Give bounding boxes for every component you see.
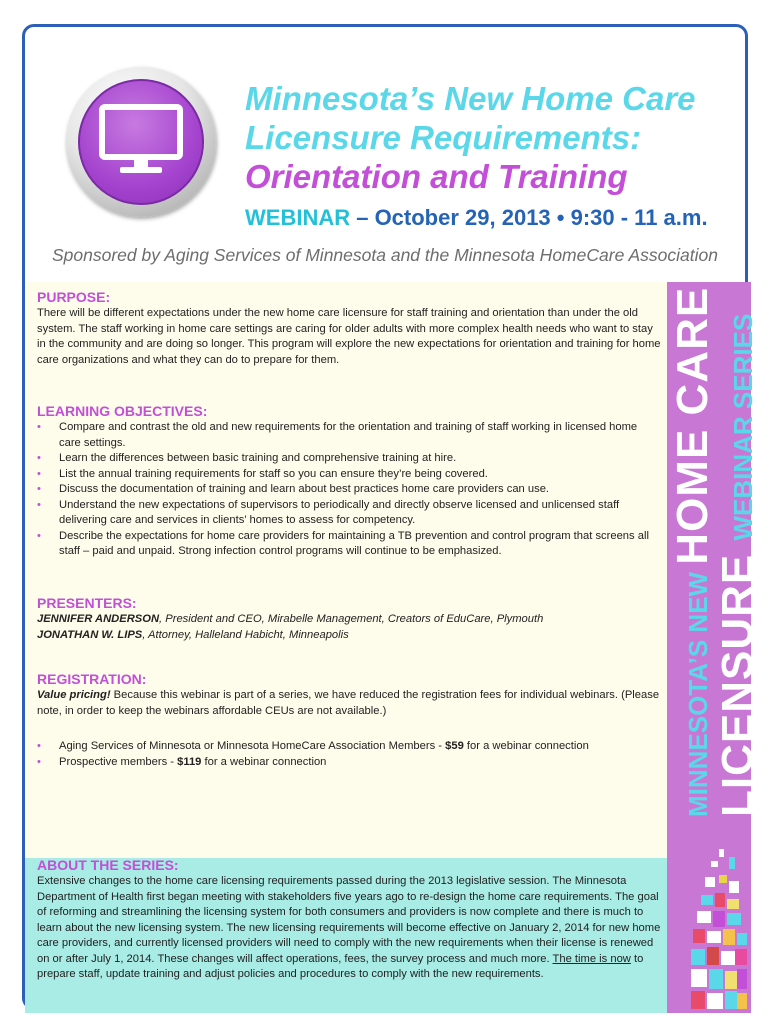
page-title: Minnesota’s New Home Care Licensure Requirements: Orientation and Training [245, 80, 696, 195]
computer-monitor-icon [66, 67, 216, 217]
pricing-list [37, 739, 662, 770]
registration-heading: REGISTRATION: [37, 671, 147, 687]
presenter-1: JENNIFER ANDERSON, President and CEO, Mirabelle Management, Creators of EduCare, Plymouth [37, 613, 544, 625]
purpose-text: There will be different expectations under the new home care licensure for staff training and orientation than under the old system. The staff working in home care settings are caring for older adults with more complex health needs who want to stay in the community and are doing so longer. This program will explore the new expectations for orientation and training for home care organizations and what they can do to prepare for them. [37, 307, 661, 366]
objectives-heading: LEARNING OBJECTIVES: [37, 403, 208, 419]
time-is-now-link[interactable]: The time is now [552, 952, 631, 965]
list-item: • Prospective members - $119 for a webinar connection [37, 755, 662, 771]
pixel-decoration [689, 847, 749, 1011]
registration-text: Value pricing! Because this webinar is part of a series, we have reduced the registration fees for individual webinars. (Please note, in order to keep the webinars affordable CEUs are not available.) [37, 689, 660, 717]
list-item: • Describe the expectations for home care providers for maintaining a TB prevention and control program that screens all staff – paid and unpaid. Strong infection control programs will continue to be emphasized. [37, 529, 662, 560]
purpose-heading: PURPOSE: [37, 289, 111, 305]
list-item: • Understand the new expectations of supervisors to periodically and directly observe licensed and unlicensed staff delivering care and services in clients’ homes to assess for competency. [37, 498, 662, 529]
list-item: • List the annual training requirements for staff so you can ensure they’re being covered. [37, 467, 662, 483]
sponsor-line: Sponsored by Aging Services of Minnesota and the Minnesota HomeCare Association [51, 245, 719, 265]
content-panel [25, 282, 667, 858]
series-banner-text: MINNESOTA’S NEW HOME CARE LICENSURE WEBINAR SERIES [668, 286, 762, 817]
about-text: Extensive changes to the home care licensing requirements passed during the 2013 legislative session. The Minnesota Department of Health first began meeting with stakeholders five years ago to re-design the home care requirements. The goal of reforming and streamlining the licensing system for both consumers and providers is now complete and there is much to learn about the new licensing system. The new licensing requirements will become effective on January 2, 2014 for new home care providers, and currently licensed providers will need to comply with the new requirements when their license is renewed on or after July 1, 2014. These changes will affect operations, fees, the survey process and much more. The time is now to prepare staff, update training and adjust policies and procedures to comply with the new requirements. [37, 875, 661, 980]
webinar-date-line: WEBINAR – October 29, 2013 • 9:30 - 11 a.m. [245, 205, 708, 230]
list-item: • Discuss the documentation of training and learn about best practices home care providers can use. [37, 482, 662, 498]
list-item: • Compare and contrast the old and new requirements for the orientation and training of staff working in licensed home care settings. [37, 420, 662, 451]
flyer-frame [22, 24, 762, 1010]
about-heading: ABOUT THE SERIES: [37, 857, 179, 873]
objectives-list [37, 420, 662, 560]
presenters-heading: PRESENTERS: [37, 595, 137, 611]
list-item: • Learn the differences between basic training and comprehensive training at hire. [37, 451, 662, 467]
list-item: • Aging Services of Minnesota or Minnesota HomeCare Association Members - $59 for a webinar connection [37, 739, 662, 755]
presenter-2: JONATHAN W. LIPS, Attorney, Halleland Habicht, Minneapolis [37, 629, 349, 641]
